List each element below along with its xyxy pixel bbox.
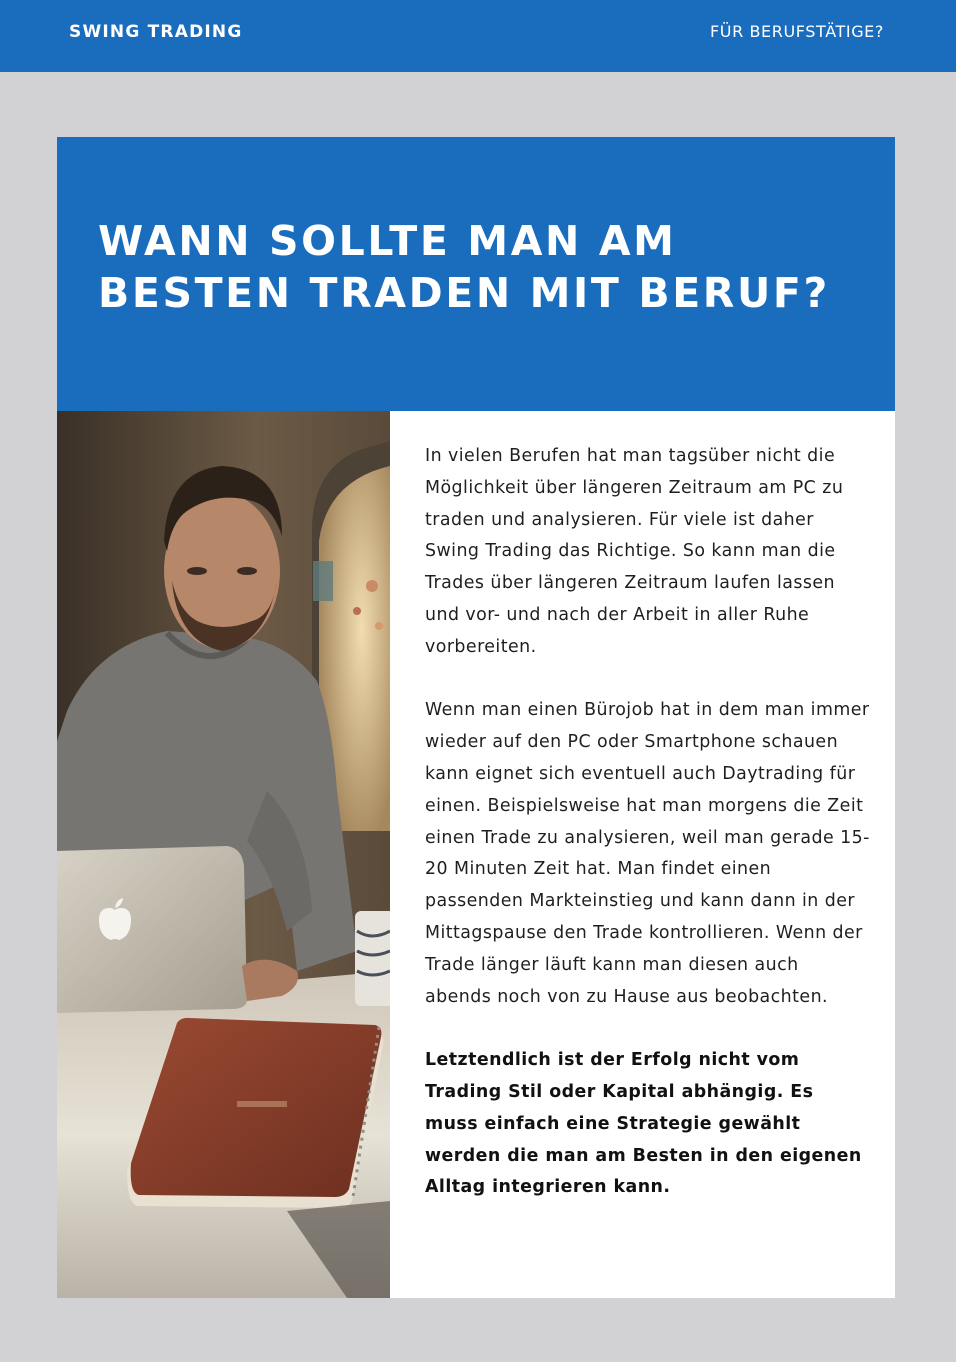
page-title: WANN SOLLTE MAN AM BESTEN TRADEN MIT BERUF? xyxy=(98,217,830,317)
title-banner xyxy=(57,137,895,411)
paragraph-conclusion: Letztendlich ist der Erfolg nicht vom Trading Stil oder Kapital abhängig. Es muss einfach eine Strategie gewählt werden die man am Besten in den eigenen Alltag integrieren kann. xyxy=(425,1050,862,1198)
man-working-on-laptop-photo xyxy=(57,411,390,1298)
content-card xyxy=(57,137,895,1298)
top-bar xyxy=(0,0,956,72)
paragraph-daytrading: Wenn man einen Bürojob hat in dem man immer wieder auf den PC oder Smartphone schauen kann eignet sich eventuell auch Daytrading für einen. Beispielsweise hat man morgens die Zeit einen Trade zu analysieren, weil man gerade 15-20 Minuten Zeit hat. Man findet einen passenden Markteinstieg und kann dann in der Mittagspause den Trade kontrollieren. Wenn der Trade länger läuft kann man diesen auch abends noch von zu Hause aus beobachten. xyxy=(425,700,870,1007)
article-body xyxy=(425,441,870,1236)
header-left-label[interactable]: SWING TRADING xyxy=(69,22,243,42)
header-right-label[interactable]: FÜR BERUFSTÄTIGE? xyxy=(709,22,884,41)
paragraph-intro: In vielen Berufen hat man tagsüber nicht die Möglichkeit über längeren Zeitraum am PC zu traden und analysieren. Für viele ist daher Swing Trading das Richtige. So kann man die Trades über längeren Zeitraum laufen lassen und vor- und nach der Arbeit in aller Ruhe vorbereiten. xyxy=(425,446,844,657)
